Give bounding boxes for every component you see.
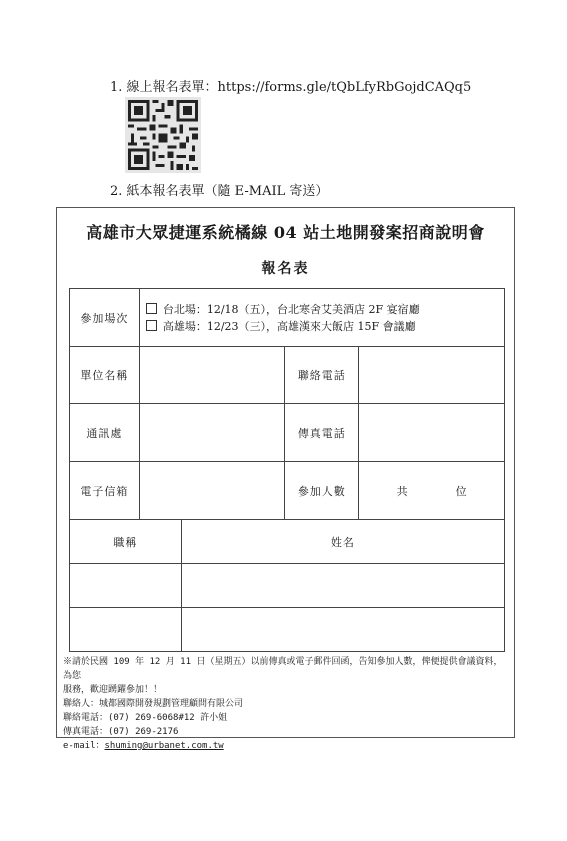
registration-table-top (69, 288, 505, 520)
attendees-suffix: 位 (455, 484, 467, 498)
attendees-prefix: 共 (396, 484, 408, 498)
email-label: 電子信箱 (70, 462, 140, 520)
notes-section (63, 655, 511, 753)
form-subtitle: 報名表 (261, 261, 310, 277)
fax-number: 傳真電話：(07) 269-2176 (63, 727, 179, 737)
contact-person: 聯絡人：城都國際開發規劃管理顧問有限公司 (63, 699, 244, 709)
notes-line: 服務，歡迎踴躍參加！！ (63, 685, 163, 695)
job-title-cell[interactable] (70, 608, 182, 652)
venue-checkbox-taipei[interactable] (146, 303, 157, 314)
fax-label: 傳真電話 (285, 404, 359, 462)
job-title-cell[interactable] (70, 564, 182, 608)
attendees-label: 參加人數 (285, 462, 359, 520)
venue-label: 參加場次 (70, 289, 140, 347)
email-link[interactable]: shuming@urbanet.com.tw (104, 741, 224, 751)
venue-checkbox-kaohsiung[interactable] (146, 320, 157, 331)
org-name-label: 單位名稱 (70, 347, 140, 404)
address-label: 通訊處 (70, 404, 140, 462)
fax-field[interactable] (359, 404, 505, 462)
name-cell[interactable] (181, 564, 504, 608)
online-form-item: 1. 線上報名表單：https://forms.gle/tQbLfyRbGojdCAQq5 (110, 80, 472, 95)
name-cell[interactable] (181, 608, 504, 652)
notes-line: ※請於民國 109 年 12 月 11 日（星期五）以前傳真或電子郵件回函，告知參加人數，俾便提供會議資料，為您 (63, 657, 503, 681)
venue-options (139, 289, 504, 347)
job-title-header: 職稱 (70, 520, 182, 564)
contact-phone-field[interactable] (359, 347, 505, 404)
qr-code (125, 97, 201, 173)
address-field[interactable] (139, 404, 285, 462)
venue-option-kaohsiung[interactable]: 高雄場：12/23（三），高雄漢來大飯店 15F 會議廳 (146, 318, 503, 335)
form-title: 高雄市大眾捷運系統橘線 04 站土地開發案招商說明會 (86, 223, 485, 242)
venue-option-taipei[interactable]: 台北場：12/18（五），台北寒舍艾美酒店 2F 宴宿廳 (146, 301, 503, 318)
registration-table-people (69, 519, 505, 652)
attendees-field[interactable] (359, 462, 505, 520)
contact-phone: 聯絡電話：(07) 269-6068#12 許小姐 (63, 713, 228, 723)
registration-form (56, 207, 515, 751)
contact-phone-label: 聯絡電話 (285, 347, 359, 404)
email-line: e-mail：shuming@urbanet.com.tw (63, 741, 224, 751)
email-field[interactable] (139, 462, 285, 520)
org-name-field[interactable] (139, 347, 285, 404)
name-header: 姓名 (181, 520, 504, 564)
paper-form-item: 2. 紙本報名表單（隨 E-MAIL 寄送） (110, 184, 329, 199)
